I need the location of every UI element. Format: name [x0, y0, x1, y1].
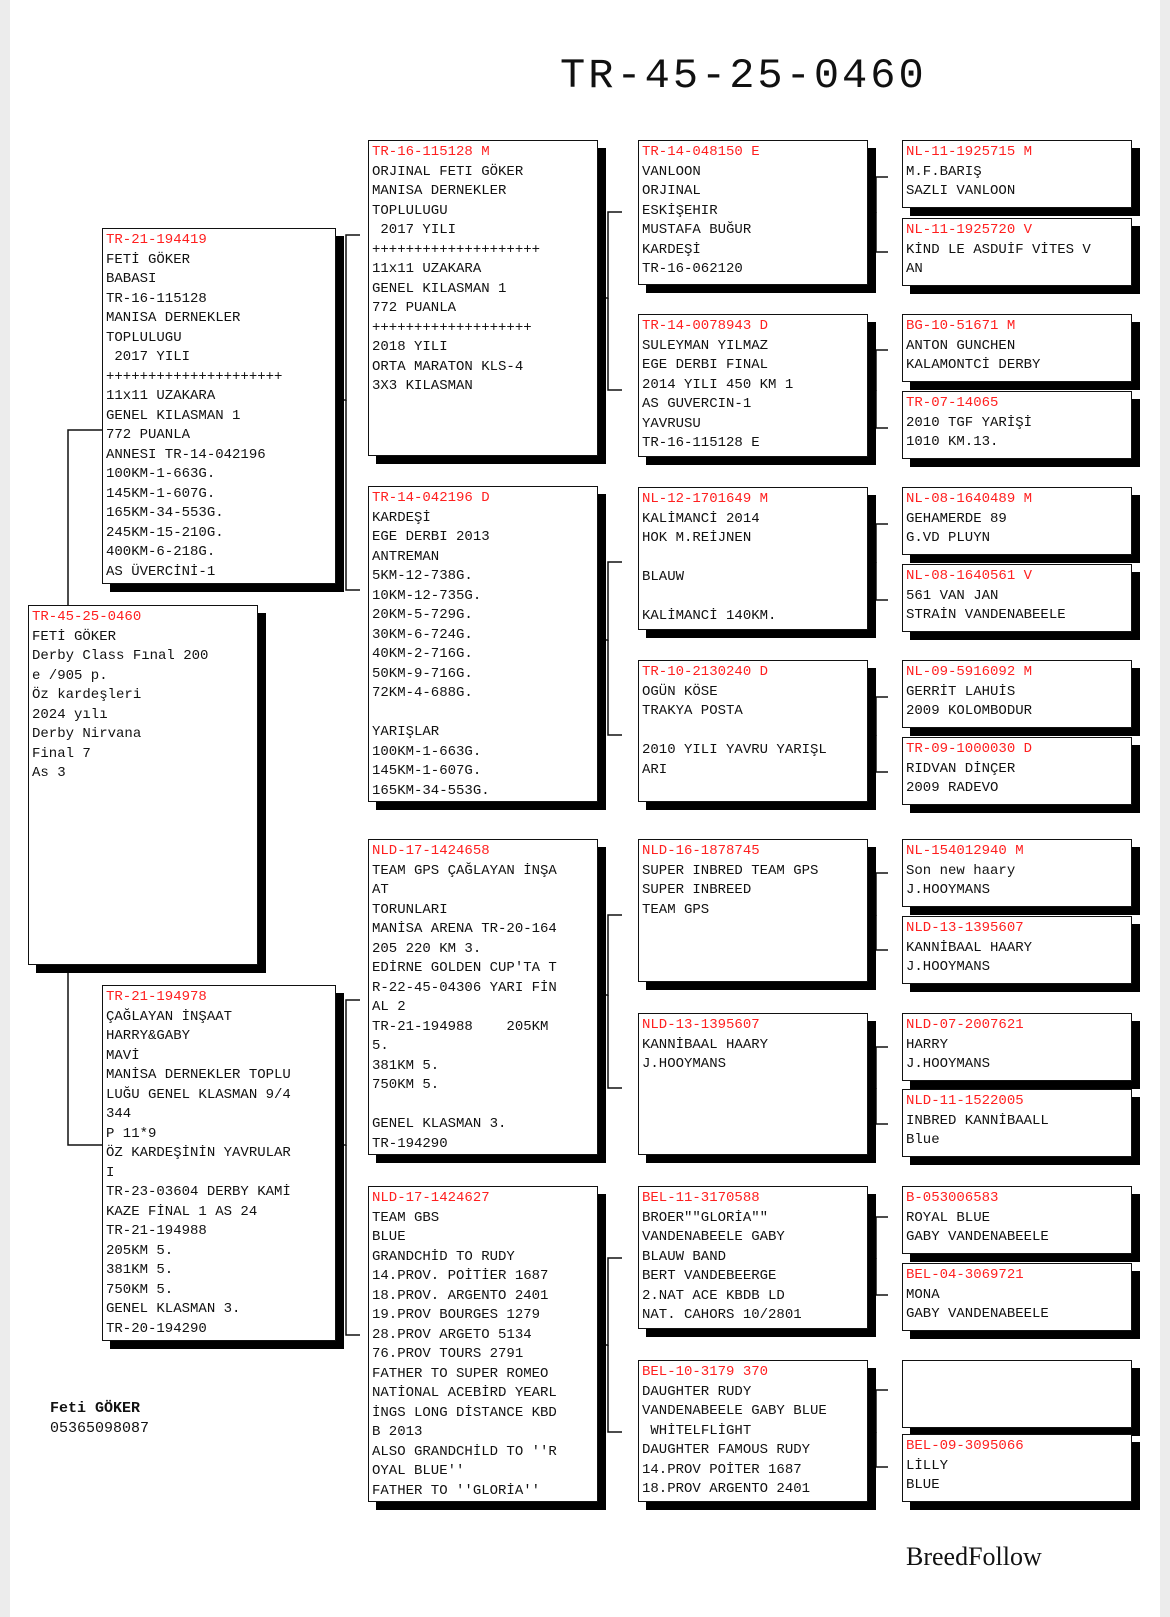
ring-id: BEL-04-3069721	[906, 1267, 1024, 1283]
card-dds	[638, 1186, 868, 1329]
card-ssd	[638, 314, 868, 457]
card-dam-dam	[368, 1186, 598, 1502]
card-line: KİND LE ASDUİF VİTES V	[906, 241, 1091, 258]
card-line: FETİ GÖKER	[32, 628, 117, 645]
card-line: 381KM 5.	[372, 1057, 440, 1074]
card-line: KALİMANCİ 140KM.	[642, 608, 777, 624]
card-line: TEAM GBS	[372, 1209, 440, 1226]
ring-id: NL-11-1925715 M	[906, 144, 1033, 160]
card-line: SAZLI VANLOON	[906, 183, 1016, 199]
card-line: TRAKYA POSTA	[642, 703, 743, 719]
card-g16	[902, 1434, 1132, 1502]
card-line: HOK M.REİJNEN	[642, 530, 752, 546]
ring-id: NLD-16-1878745	[642, 843, 760, 859]
card-line: 76.PROV TOURS 2791	[372, 1346, 524, 1362]
ring-id: BEL-09-3095066	[906, 1438, 1024, 1454]
card-line: 5.	[372, 1038, 389, 1054]
card-line: J.HOOYMANS	[906, 882, 991, 898]
ring-id: TR-14-048150 E	[642, 144, 760, 160]
card-line: J.HOOYMANS	[906, 959, 991, 975]
card-line: 2.NAT ACE KBDB LD	[642, 1287, 785, 1304]
card-line: GENEL KILASMAN 1	[372, 280, 507, 297]
card-line: 400KM-6-218G.	[106, 544, 216, 560]
card-line: P 11*9	[106, 1125, 157, 1142]
card-line: ÖZ KARDEŞİNİN YAVRULAR	[106, 1145, 291, 1161]
ring-id: BG-10-51671 M	[906, 318, 1016, 334]
card-line: M.F.BARIŞ	[906, 163, 982, 180]
card-line: e /905 p.	[32, 667, 108, 684]
card-line: Blue	[906, 1132, 940, 1148]
card-line: BLUE	[906, 1477, 940, 1493]
card-g6	[902, 564, 1132, 632]
card-line: BLUE	[372, 1229, 406, 1245]
ring-id: NLD-17-1424658	[372, 843, 490, 859]
card-line: 30KM-6-724G.	[372, 626, 473, 643]
card-line: ALSO GRANDCHİLD TO ''R	[372, 1443, 557, 1460]
card-line: ORJINAL	[642, 183, 701, 199]
ring-id: NLD-17-1424627	[372, 1190, 490, 1206]
card-g15	[902, 1360, 1132, 1428]
ring-id: NLD-07-2007621	[906, 1017, 1024, 1033]
card-line: GEHAMERDE 89	[906, 510, 1007, 527]
card-line: 205 220 KM 3.	[372, 940, 482, 957]
ring-id: TR-14-0078943 D	[642, 318, 769, 334]
card-line: MANISA DERNEKLER	[372, 183, 507, 199]
card-line: EGE DERBI FINAL	[642, 357, 769, 373]
card-g10	[902, 916, 1132, 984]
ring-id	[906, 1363, 1128, 1383]
card-line: AS GUVERCIN-1	[642, 396, 752, 412]
card-line: ORJINAL FETI GÖKER	[372, 163, 524, 180]
ring-id: NL-154012940 M	[906, 843, 1024, 859]
card-line: BABASI	[106, 271, 157, 287]
card-line: GENEL KLASMAN 3.	[106, 1301, 241, 1317]
card-line: 2009 RADEVO	[906, 780, 999, 796]
card-line: ÇAĞLAYAN İNŞAAT	[106, 1008, 233, 1025]
card-line: 11x11 UZAKARA	[372, 261, 482, 277]
card-line: 165KM-34-553G.	[372, 782, 490, 799]
ring-id: TR-21-194419	[106, 232, 207, 248]
card-line: KARDEŞİ	[372, 509, 431, 526]
card-g8	[902, 737, 1132, 805]
card-g11	[902, 1013, 1132, 1081]
card-line: ESKİŞEHIR	[642, 202, 718, 219]
card-line: VANDENABEELE GABY	[642, 1229, 785, 1245]
card-line: 14.PROV POİTER 1687	[642, 1461, 802, 1478]
card-line: WHİTELFLİGHT	[642, 1422, 752, 1439]
card-line: MANISA DERNEKLER	[106, 310, 241, 326]
card-line	[642, 722, 864, 742]
card-line: B 2013	[372, 1424, 423, 1440]
card-line: J.HOOYMANS	[906, 1056, 991, 1072]
card-line: LUĞU GENEL KLASMAN 9/4	[106, 1086, 291, 1103]
card-line: R-22-45-04306 YARI FİN	[372, 979, 557, 996]
card-line: KARDEŞİ	[642, 241, 701, 258]
card-line: HARRY	[906, 1036, 949, 1053]
card-line: TR-20-194290	[106, 1320, 207, 1337]
card-line: 2010 YILI YAVRU YARIŞL	[642, 742, 827, 758]
card-line: 772 PUANLA	[372, 300, 457, 316]
card-line: BERT VANDEBEERGE	[642, 1268, 777, 1284]
ring-id: B-053006583	[906, 1190, 999, 1206]
card-line: AS ÜVERCİNİ-1	[106, 563, 216, 580]
card-sire-dam	[368, 486, 598, 802]
card-dam	[102, 985, 336, 1341]
card-line: VANLOON	[642, 163, 701, 180]
card-line: MAVİ	[106, 1047, 140, 1064]
card-line: 750KM 5.	[106, 1281, 174, 1298]
card-line: 750KM 5.	[372, 1077, 440, 1093]
card-line: ORTA MARATON KLS-4	[372, 358, 524, 375]
card-line: BLAUW	[642, 569, 685, 585]
ring-id: NL-08-1640561 V	[906, 568, 1033, 584]
card-g12	[902, 1089, 1132, 1157]
card-line: 2010 TGF YARİŞİ	[906, 414, 1033, 431]
card-line: KANNİBAAL HAARY	[642, 1036, 769, 1053]
card-line: KALAMONTCİ DERBY	[906, 357, 1041, 373]
card-line: 40KM-2-716G.	[372, 646, 473, 662]
ring-id: TR-45-25-0460	[32, 609, 142, 625]
card-line: GABY VANDENABEELE	[906, 1229, 1049, 1245]
card-line: MANİSA ARENA TR-20-164	[372, 921, 557, 937]
card-line: Derby Nirvana	[32, 726, 142, 742]
card-line: I	[106, 1164, 115, 1181]
ring-id: TR-10-2130240 D	[642, 664, 769, 680]
card-line: 205KM 5.	[106, 1242, 174, 1259]
card-line: INBRED KANNİBAALL	[906, 1112, 1049, 1129]
card-line: 72KM-4-688G.	[372, 685, 473, 701]
card-line: 561 VAN JAN	[906, 587, 999, 604]
card-line: Öz kardeşleri	[32, 687, 142, 703]
card-line: YAVRUSU	[642, 415, 701, 432]
card-line: SUPER INBRED TEAM GPS	[642, 862, 819, 879]
card-line: As 3	[32, 765, 66, 781]
card-g4	[902, 391, 1132, 459]
card-line: 28.PROV ARGETO 5134	[372, 1326, 532, 1343]
card-line: 2017 YILI	[372, 222, 457, 238]
ring-id: NLD-13-1395607	[906, 920, 1024, 936]
card-line: TOPLULUGU	[106, 329, 182, 346]
card-line: ANNESI TR-14-042196	[106, 446, 266, 463]
card-line: +++++++++++++++++++	[372, 319, 532, 336]
card-line: 145KM-1-607G.	[372, 763, 482, 779]
card-line: TR-16-115128	[106, 290, 207, 307]
card-line	[642, 549, 864, 569]
card-sdd	[638, 660, 868, 802]
card-g9	[902, 839, 1132, 907]
card-line: BROER""GLORİA""	[642, 1209, 769, 1226]
card-line: TR-21-194988 205KM	[372, 1018, 549, 1035]
card-line: FETİ GÖKER	[106, 251, 191, 268]
card-g5	[902, 487, 1132, 555]
card-g3	[902, 314, 1132, 382]
card-line	[372, 1096, 594, 1116]
card-line: 2009 KOLOMBODUR	[906, 703, 1033, 719]
card-line: J.HOOYMANS	[642, 1056, 727, 1072]
card-line: 14.PROV. POİTİER 1687	[372, 1268, 549, 1284]
card-line: 10KM-12-735G.	[372, 587, 482, 604]
ring-id: NL-12-1701649 M	[642, 491, 769, 507]
card-line: 245KM-15-210G.	[106, 524, 224, 541]
card-dsd	[638, 1013, 868, 1155]
card-line: 5KM-12-738G.	[372, 568, 473, 584]
card-line: ROYAL BLUE	[906, 1209, 991, 1226]
card-line: MUSTAFA BUĞUR	[642, 222, 752, 238]
card-line: AN	[906, 261, 923, 277]
card-line: TR-21-194988	[106, 1223, 207, 1239]
card-line	[372, 704, 594, 724]
card-line: FATHER TO SUPER ROMEO	[372, 1365, 549, 1382]
card-g1	[902, 140, 1132, 208]
card-line: TR-16-062120	[642, 261, 743, 277]
card-dss	[638, 839, 868, 982]
card-line: 2017 YILI	[106, 349, 191, 365]
card-line: MANİSA DERNEKLER TOPLU	[106, 1067, 291, 1083]
card-line: GABY VANDENABEELE	[906, 1306, 1049, 1322]
card-line: 100KM-1-663G.	[106, 466, 216, 482]
ring-id: TR-07-14065	[906, 395, 999, 411]
card-line: GENEL KLASMAN 3.	[372, 1116, 507, 1132]
card-line: GRANDCHİD TO RUDY	[372, 1248, 515, 1265]
card-line: 344	[106, 1106, 132, 1122]
card-line: +++++++++++++++++++++	[106, 368, 283, 385]
card-line: AT	[372, 882, 389, 898]
ring-id: TR-21-194978	[106, 989, 207, 1005]
card-line: TOPLULUGU	[372, 202, 448, 219]
ring-id: NL-11-1925720 V	[906, 222, 1033, 238]
card-line: DAUGHTER RUDY	[642, 1383, 752, 1400]
card-line: BLAUW BAND	[642, 1248, 727, 1265]
card-dam-sire	[368, 839, 598, 1155]
card-line: 18.PROV. ARGENTO 2401	[372, 1287, 549, 1304]
ring-id: BEL-10-3179 370	[642, 1364, 769, 1380]
card-line: TR-194290	[372, 1135, 448, 1152]
owner-phone: 05365098087	[50, 1420, 150, 1437]
card-line: OGÜN KÖSE	[642, 683, 718, 700]
ring-id: NLD-13-1395607	[642, 1017, 760, 1033]
card-line: HARRY&GABY	[106, 1028, 191, 1044]
pedigree-title: TR-45-25-0460	[560, 52, 927, 100]
card-g14	[902, 1263, 1132, 1331]
card-line: 2024 yılı	[32, 706, 108, 723]
ring-id: TR-16-115128 M	[372, 144, 490, 160]
card-sds	[638, 487, 868, 630]
card-line: ANTON GUNCHEN	[906, 337, 1016, 354]
card-line	[642, 588, 864, 608]
card-line: RIDVAN DİNÇER	[906, 760, 1016, 777]
brand-logo-text: BreedFollow	[906, 1542, 1042, 1571]
card-sire	[102, 228, 336, 584]
card-line: 2014 YILI 450 KM 1	[642, 376, 794, 393]
ring-id: TR-09-1000030 D	[906, 741, 1033, 757]
card-line: DAUGHTER FAMOUS RUDY	[642, 1442, 811, 1458]
ring-id: NL-09-5916092 M	[906, 664, 1033, 680]
card-line: NATİONAL ACEBİRD YEARL	[372, 1385, 557, 1401]
ring-id: BEL-11-3170588	[642, 1190, 760, 1206]
card-line: 165KM-34-553G.	[106, 505, 224, 521]
card-line: Derby Class Fınal 200	[32, 648, 209, 664]
card-line: 381KM 5.	[106, 1262, 174, 1278]
card-line: 50KM-9-716G.	[372, 665, 473, 682]
ring-id: TR-14-042196 D	[372, 490, 490, 506]
card-line: 145KM-1-607G.	[106, 485, 216, 502]
ring-id: NL-08-1640489 M	[906, 491, 1033, 507]
card-line: SULEYMAN YILMAZ	[642, 337, 769, 354]
card-g7	[902, 660, 1132, 728]
card-line: TORUNLARI	[372, 901, 448, 918]
card-line: GENEL KILASMAN 1	[106, 407, 241, 424]
card-line: 1010 KM.13.	[906, 434, 999, 450]
card-line: Son new haary	[906, 862, 1016, 879]
card-line: TR-16-115128 E	[642, 435, 760, 451]
card-line: KANNİBAAL HAARY	[906, 939, 1033, 956]
card-line: TEAM GPS ÇAĞLAYAN İNŞA	[372, 862, 557, 879]
card-line: ++++++++++++++++++++	[372, 241, 541, 258]
card-g2	[902, 218, 1132, 286]
card-line: OYAL BLUE''	[372, 1463, 465, 1479]
card-line: 19.PROV BOURGES 1279	[372, 1307, 541, 1323]
card-sire-sire	[368, 140, 598, 456]
card-line: EGE DERBI 2013	[372, 529, 490, 545]
card-line: 3X3 KILASMAN	[372, 378, 473, 394]
card-line: 18.PROV ARGENTO 2401	[642, 1481, 811, 1497]
card-line: AL 2	[372, 999, 406, 1015]
ring-id: NLD-11-1522005	[906, 1093, 1024, 1109]
card-line: EDİRNE GOLDEN CUP'TA T	[372, 960, 557, 976]
card-line: VANDENABEELE GABY BLUE	[642, 1403, 827, 1419]
card-line: TEAM GPS	[642, 901, 710, 918]
card-sss	[638, 140, 868, 285]
card-line: KAZE FİNAL 1 AS 24	[106, 1203, 258, 1220]
card-line: NAT. CAHORS 10/2801	[642, 1307, 802, 1323]
card-line: STRAİN VANDENABEELE	[906, 607, 1066, 623]
card-line: 100KM-1-663G.	[372, 743, 482, 760]
card-line: 11x11 UZAKARA	[106, 388, 216, 404]
card-line: SUPER INBREED	[642, 882, 752, 898]
card-line: YARIŞLAR	[372, 724, 440, 740]
card-line: TR-23-03604 DERBY KAMİ	[106, 1184, 291, 1200]
card-ddd	[638, 1360, 868, 1502]
card-line: ARI	[642, 761, 668, 778]
card-line: 772 PUANLA	[106, 427, 191, 443]
card-line: G.VD PLUYN	[906, 530, 991, 546]
card-line: Final 7	[32, 745, 91, 762]
card-line: İNGS LONG DİSTANCE KBD	[372, 1404, 557, 1421]
card-line: KALİMANCİ 2014	[642, 510, 760, 527]
owner-name: Feti GÖKER	[50, 1400, 141, 1417]
card-line: MONA	[906, 1286, 940, 1303]
card-line: 20KM-5-729G.	[372, 607, 473, 623]
card-line: LİLLY	[906, 1457, 949, 1474]
card-subject	[28, 605, 258, 965]
card-line: 2018 YILI	[372, 339, 448, 355]
card-line: FATHER TO ''GLORİA''	[372, 1482, 541, 1499]
card-g13	[902, 1186, 1132, 1254]
card-line: GERRİT LAHUİS	[906, 683, 1016, 700]
card-line: ANTREMAN	[372, 548, 440, 565]
